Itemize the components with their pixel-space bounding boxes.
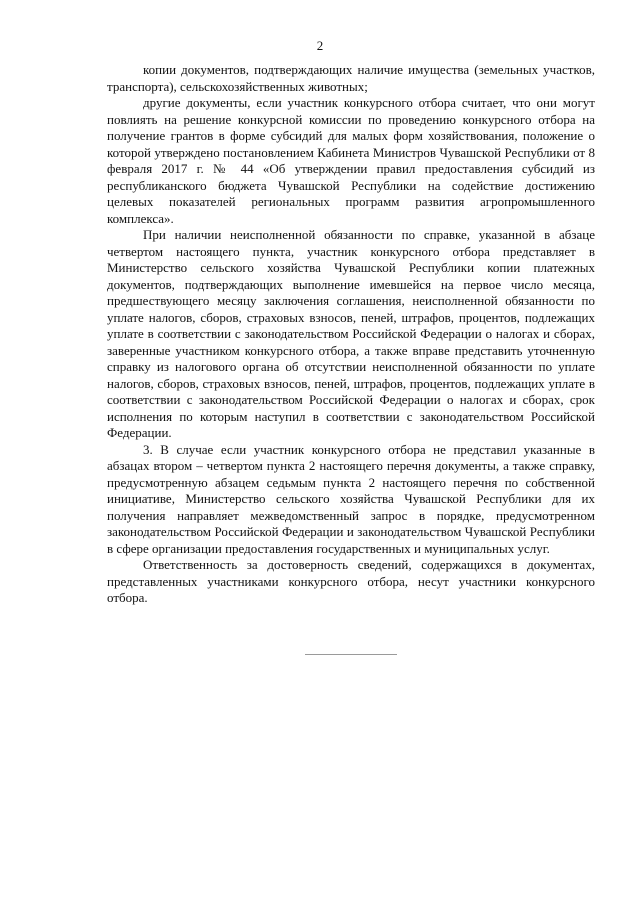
document-body	[107, 62, 595, 607]
paragraph-other-documents: другие документы, если участник конкурсного отбора считает, что они могут повлиять на решение конкурсной комиссии по проведению конкурсного отбора на получение грантов в форме субсидий для малых форм хозяйствования, положение о которой утверждено постановлением Кабинета Министров Чувашской Республики от 8 февраля 2017 г. № 44 «Об утверждении правил предоставления субсидий из республиканского бюджета Чувашской Республики на содействие достижению целевых показателей региональных программ развития агропромышленного комплекса».	[107, 95, 595, 226]
end-divider	[305, 654, 397, 655]
paragraph-unfulfilled-obligation: При наличии неисполненной обязанности по справке, указанной в абзаце четвертом настоящего пункта, участник конкурсного отбора представляет в Министерство сельского хозяйства Чувашской Республики копии платежных документов, подтверждающих выполнение имевшейся на первое число месяца, предшествующего месяцу заключения соглашения, неисполненной обязанности по уплате налогов, сборов, страховых взносов, пеней, штрафов, процентов, подлежащих уплате в соответствии с законодательством Российской Федерации о налогах и сборах, заверенные участником конкурсного отбора, а также вправе представить уточненную справку из налогового органа об отсутствии неисполненной обязанности по уплате налогов, сборов, страховых взносов, пеней, штрафов, процентов, подлежащих уплате в соответствии с законодательством Российской Федерации о налогах и сборах, срок исполнения по которым наступил в соответствии с законодательством Российской Федерации.	[107, 227, 595, 440]
page-number: 2	[316, 38, 324, 53]
paragraph-responsibility: Ответственность за достоверность сведений, содержащихся в документах, представленных участниками конкурсного отбора, несут участники конкурсного отбора.	[107, 557, 595, 605]
paragraph-property-documents: копии документов, подтверждающих наличие имущества (земельных участков, транспорта), сельскохозяйственных животных;	[107, 62, 595, 94]
paragraph-interagency-request: 3. В случае если участник конкурсного отбора не представил указанные в абзацах втором – четвертом пункта 2 настоящего перечня документы, а также справку, предусмотренную абзацем седьмым пункта 2 настоящего перечня по собственной инициативе, Министерство сельского хозяйства Чувашской Республики для их получения направляет межведомственный запрос в порядке, предусмотренном законодательством Российской Федерации и законодательством Чувашской Республики в сфере организации предоставления государственных и муниципальных услуг.	[107, 441, 595, 556]
